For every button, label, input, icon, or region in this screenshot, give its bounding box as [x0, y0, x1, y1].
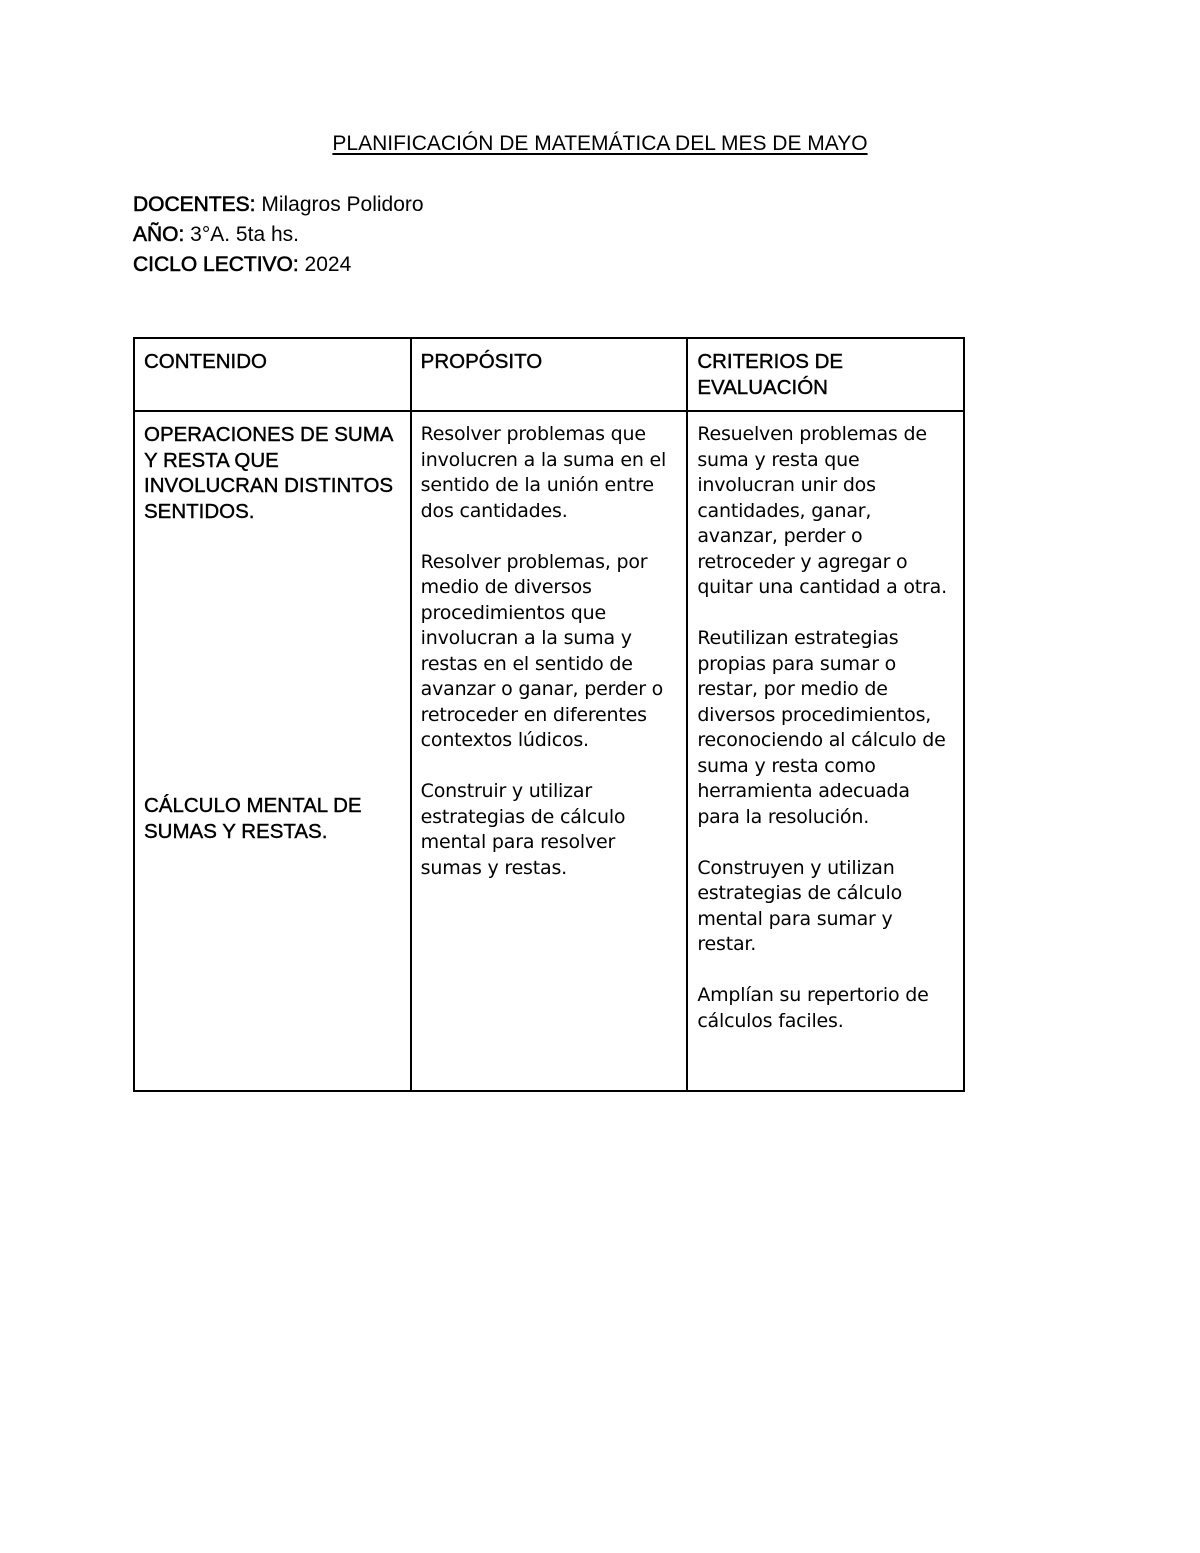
header-criterios: CRITERIOS DE EVALUACIÓN	[687, 338, 964, 411]
criterio-item: Reutilizan estrategias propias para sumar o restar, por medio de diversos procedimientos, reconociendo al cálculo de suma y resta como herramienta adecuada para la resolución.	[697, 627, 946, 828]
criterio-item: Resuelven problemas de suma y resta que involucran unir dos cantidades, ganar, avanzar, perder o retroceder y agregar o quitar una cantidad a otra.	[697, 423, 947, 598]
header-proposito: PROPÓSITO	[411, 338, 688, 411]
docentes-row	[133, 190, 424, 220]
docentes-label: DOCENTES:	[133, 193, 256, 216]
contenido-cell	[134, 411, 411, 1091]
ciclo-row	[133, 250, 424, 280]
ciclo-value: 2024	[298, 253, 352, 276]
docentes-value: Milagros Polidoro	[255, 193, 424, 216]
criterio-item: Construyen y utilizan estrategias de cálculo mental para sumar y restar.	[697, 856, 903, 955]
document-meta	[133, 190, 424, 280]
header-contenido: CONTENIDO	[134, 338, 411, 411]
document-title: PLANIFICACIÓN DE MATEMÁTICA DEL MES DE MAYO	[332, 132, 868, 155]
contenido-item: OPERACIONES DE SUMA Y RESTA QUE INVOLUCRAN DISTINTOS SENTIDOS.	[144, 423, 394, 523]
table-row	[134, 411, 964, 1091]
contenido-spacer	[144, 524, 401, 793]
anio-value: 3°A. 5ta hs.	[184, 223, 299, 246]
criterio-item: Amplían su repertorio de cálculos faciles.	[697, 984, 929, 1032]
contenido-item: CÁLCULO MENTAL DE SUMAS Y RESTAS.	[144, 794, 362, 843]
proposito-cell	[411, 411, 688, 1091]
anio-label: AÑO:	[133, 223, 185, 246]
ciclo-label: CICLO LECTIVO:	[133, 253, 299, 276]
proposito-item: Resolver problemas que involucren a la suma en el sentido de la unión entre dos cantidades.	[420, 423, 667, 522]
proposito-item: Resolver problemas, por medio de diversos procedimientos que involucran a la suma y restas en el sentido de avanzar o ganar, perder o retroceder en diferentes contextos lúdicos.	[420, 550, 664, 751]
planning-table	[133, 337, 965, 1092]
criterios-cell	[687, 411, 964, 1091]
anio-row	[133, 220, 424, 250]
proposito-item: Construir y utilizar estrategias de cálculo mental para resolver sumas y restas.	[420, 780, 626, 879]
table-header-row	[134, 338, 964, 411]
